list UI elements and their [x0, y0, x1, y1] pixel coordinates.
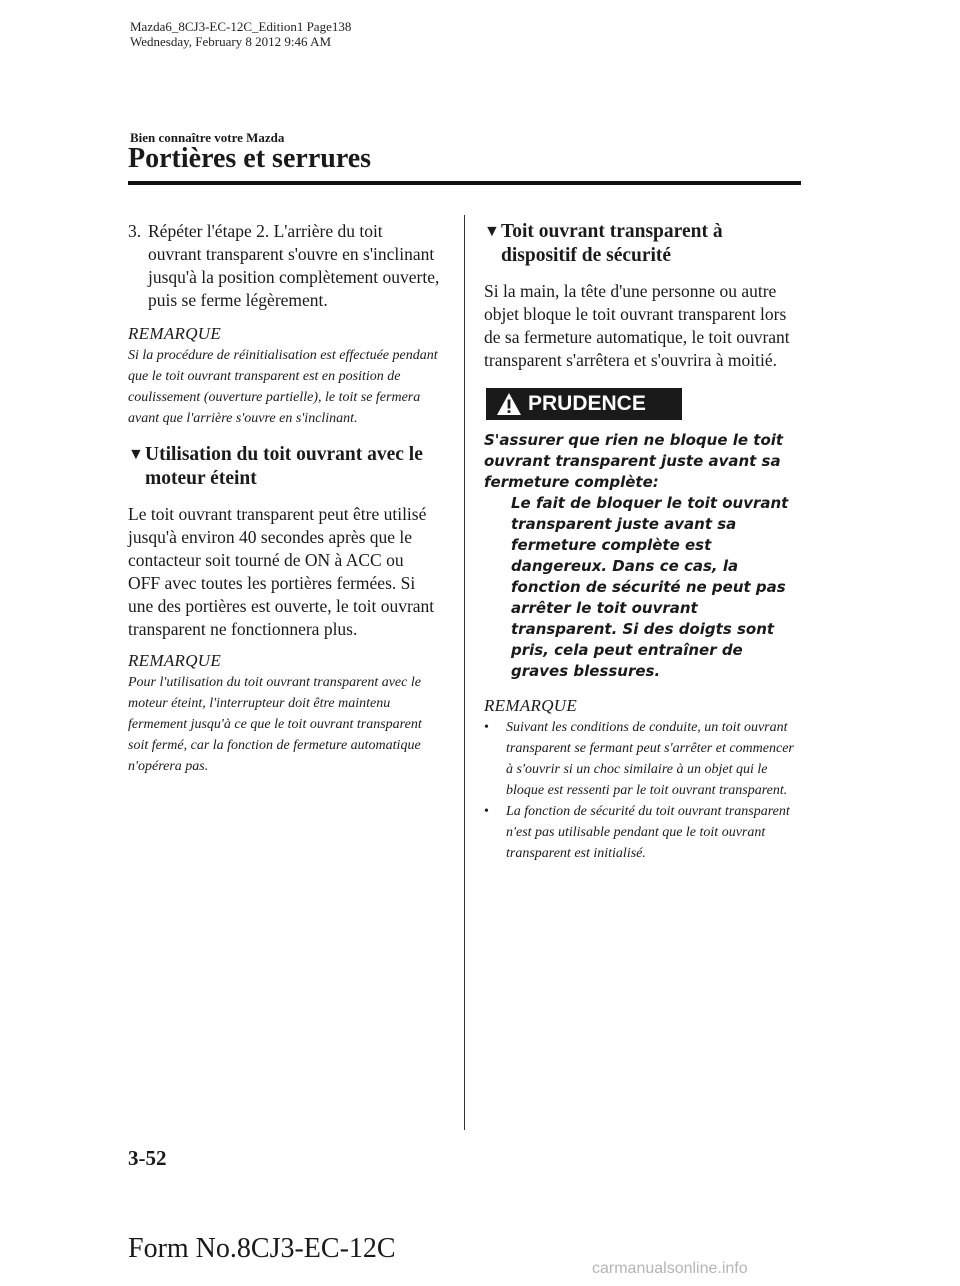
section-heading-safety [484, 220, 802, 268]
watermark: carmanualsonline.info [592, 1260, 748, 1277]
step-3 [128, 220, 440, 312]
list-item [484, 717, 802, 801]
body-paragraph: Le toit ouvrant transparent peut être utilisé jusqu'à environ 40 secondes après que le contacteur soit tourné de ON à ACC ou OFF avec toutes les portières fermées. Si une des portières est ouverte, le toit ouvrant transparent ne fonctionnera plus. [128, 504, 435, 639]
column-divider [464, 215, 465, 1130]
bullet-icon: • [484, 720, 489, 735]
print-header-line1: Mazda6_8CJ3-EC-12C_Edition1 Page138 [130, 19, 352, 34]
heading-text: Utilisation du toit ouvrant avec le moteur éteint [145, 444, 423, 489]
title-rule [128, 181, 801, 185]
note-bullet-list [484, 717, 802, 864]
warning-icon [496, 391, 522, 417]
note-label: REMARQUE [128, 324, 222, 343]
triangle-marker-icon: ▼ [128, 446, 144, 463]
page-title: Portières et serrures [128, 143, 372, 174]
step-text: Répéter l'étape 2. L'arrière du toit ouvrant transparent s'ouvre en s'inclinant jusqu'à la position complètement ouverte, puis se ferme légèrement. [148, 221, 440, 310]
print-header [130, 19, 351, 49]
note-text: Si la procédure de réinitialisation est effectuée pendant que le toit ouvrant transparent est en position de coulissement (ouverture partielle), le toit se fermera avant que l'arrière s'ouvre en s'inclinant. [128, 348, 438, 426]
form-number: Form No.8CJ3-EC-12C [128, 1233, 396, 1264]
caution-label: PRUDENCE [528, 392, 646, 415]
triangle-marker-icon: ▼ [484, 223, 500, 240]
list-item [484, 801, 802, 864]
note-text: Pour l'utilisation du toit ouvrant transparent avec le moteur éteint, l'interrupteur doit être maintenu fermement jusqu'à ce que le toit ouvrant transparent soit fermé, car la fonction de fermeture automatique n'opérera pas. [128, 675, 422, 774]
section-heading-engine-off [128, 443, 440, 491]
caution-body: Le fait de bloquer le toit ouvrant transparent juste avant sa fermeture complète est dangereux. Dans ce cas, la fonction de sécurité ne peut pas arrêter le toit ouvrant transparent. Si des doigts sont pris, cela peut entraîner de graves blessures. [511, 494, 789, 680]
section-kicker: Bien connaître votre Mazda [130, 130, 285, 145]
page-number: 3-52 [128, 1146, 167, 1170]
note-label: REMARQUE [484, 696, 578, 715]
caution-banner [486, 388, 682, 420]
list-item-text: La fonction de sécurité du toit ouvrant transparent n'est pas utilisable pendant que le toit ouvrant transparent est initialisé. [506, 804, 790, 861]
body-paragraph: Si la main, la tête d'une personne ou autre objet bloque le toit ouvrant transparent lors de sa fermeture automatique, le toit ouvrant transparent s'arrêtera et s'ouvrira à moitié. [484, 281, 790, 370]
note-label: REMARQUE [128, 651, 222, 670]
print-header-line2: Wednesday, February 8 2012 9:46 AM [130, 34, 332, 49]
caution-lead: S'assurer que rien ne bloque le toit ouvrant transparent juste avant sa fermeture complète: [484, 431, 784, 491]
right-column [484, 220, 802, 864]
heading-text: Toit ouvrant transparent à dispositif de sécurité [501, 221, 723, 266]
list-item-text: Suivant les conditions de conduite, un toit ouvrant transparent se fermant peut s'arrêter et commencer à s'ouvrir si un choc similaire à un objet qui le bloque est ressenti par le toit ouvrant transparent. [506, 720, 794, 798]
step-number: 3. [128, 221, 142, 241]
bullet-icon: • [484, 804, 489, 819]
left-column [128, 220, 440, 791]
